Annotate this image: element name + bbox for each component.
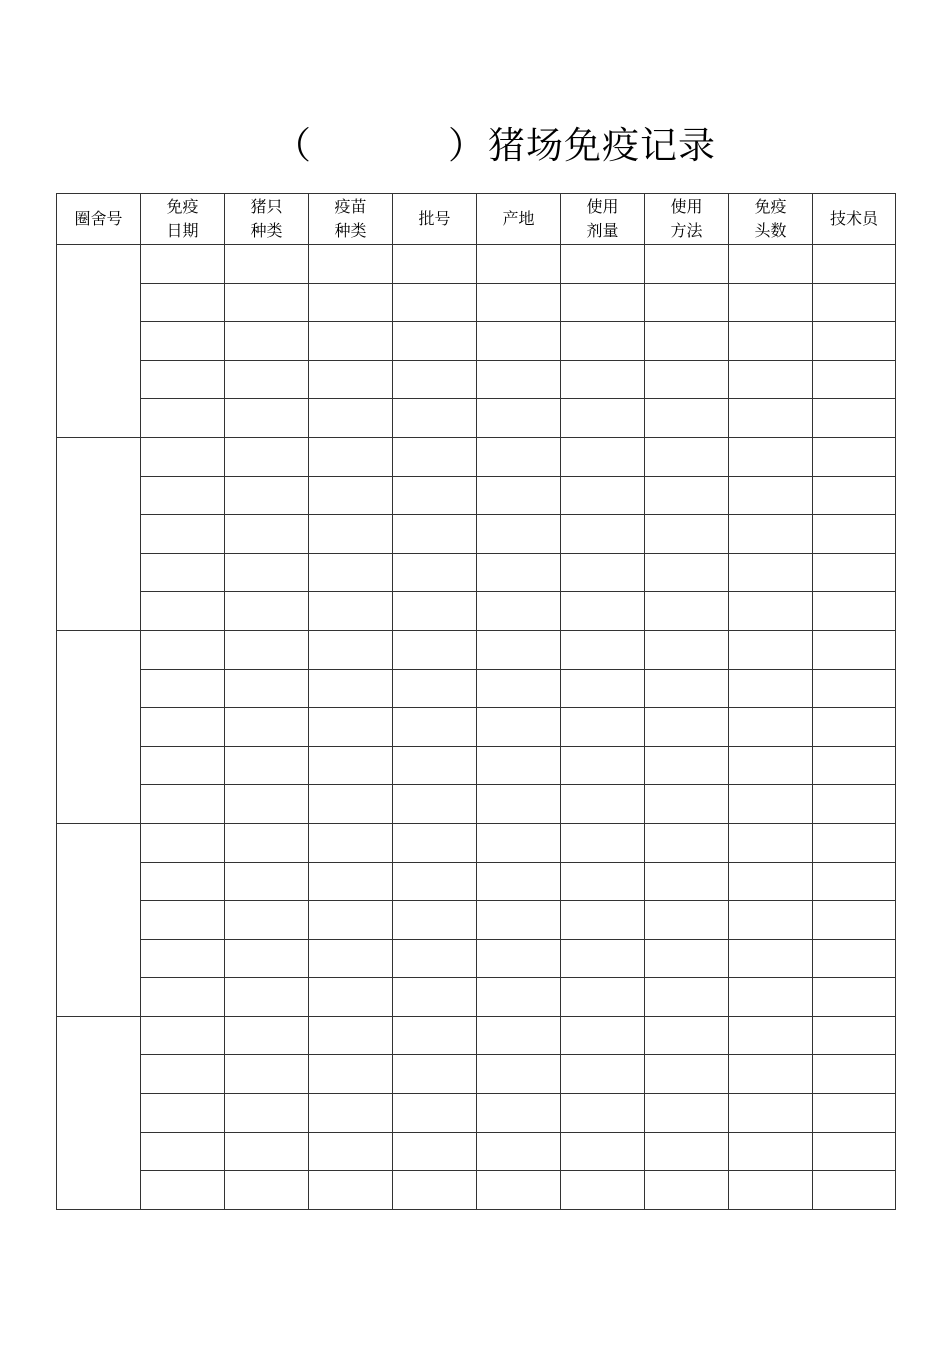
table-cell[interactable]: [477, 785, 561, 824]
table-cell[interactable]: [225, 823, 309, 862]
table-cell[interactable]: [561, 1055, 645, 1094]
table-cell[interactable]: [225, 245, 309, 284]
pen-number-cell[interactable]: [57, 630, 141, 823]
table-cell[interactable]: [393, 322, 477, 361]
table-cell[interactable]: [477, 1171, 561, 1210]
table-cell[interactable]: [309, 939, 393, 978]
table-cell[interactable]: [309, 785, 393, 824]
table-cell[interactable]: [309, 553, 393, 592]
table-cell[interactable]: [477, 978, 561, 1017]
table-row: [57, 360, 896, 399]
table-cell[interactable]: [813, 939, 896, 978]
table-cell[interactable]: [393, 708, 477, 747]
table-cell[interactable]: [477, 901, 561, 940]
table-cell[interactable]: [813, 1016, 896, 1055]
table-cell[interactable]: [225, 515, 309, 554]
table-cell[interactable]: [813, 669, 896, 708]
table-cell[interactable]: [813, 901, 896, 940]
table-cell[interactable]: [393, 862, 477, 901]
table-cell[interactable]: [561, 1016, 645, 1055]
table-row: [57, 823, 896, 862]
immunization-record-table: [56, 193, 896, 1210]
table-cell[interactable]: [393, 245, 477, 284]
table-cell[interactable]: [141, 901, 225, 940]
table-cell[interactable]: [309, 1055, 393, 1094]
table-cell[interactable]: [645, 399, 729, 438]
table-cell[interactable]: [729, 1055, 813, 1094]
table-row: [57, 322, 896, 361]
table-cell[interactable]: [477, 1016, 561, 1055]
table-cell[interactable]: [477, 245, 561, 284]
table-cell[interactable]: [645, 437, 729, 476]
table-cell[interactable]: [393, 1055, 477, 1094]
table-row: [57, 476, 896, 515]
table-cell[interactable]: [393, 823, 477, 862]
table-row: [57, 1132, 896, 1171]
table-row: [57, 901, 896, 940]
pen-number-cell[interactable]: [57, 437, 141, 630]
table-cell[interactable]: [477, 553, 561, 592]
header-method: 使用 方法: [645, 194, 729, 245]
table-cell[interactable]: [645, 978, 729, 1017]
table-cell[interactable]: [225, 939, 309, 978]
table-cell[interactable]: [141, 1055, 225, 1094]
table-cell[interactable]: [393, 515, 477, 554]
table-cell[interactable]: [141, 785, 225, 824]
table-cell[interactable]: [561, 283, 645, 322]
table-cell[interactable]: [141, 823, 225, 862]
table-cell[interactable]: [225, 592, 309, 631]
table-cell[interactable]: [309, 862, 393, 901]
table-cell[interactable]: [225, 978, 309, 1017]
table-cell[interactable]: [645, 476, 729, 515]
table-cell[interactable]: [141, 1094, 225, 1133]
table-cell[interactable]: [141, 1171, 225, 1210]
table-row: [57, 1171, 896, 1210]
table-cell[interactable]: [309, 746, 393, 785]
table-cell[interactable]: [729, 669, 813, 708]
table-cell[interactable]: [225, 708, 309, 747]
table-cell[interactable]: [645, 553, 729, 592]
table-cell[interactable]: [729, 553, 813, 592]
table-cell[interactable]: [309, 708, 393, 747]
table-cell[interactable]: [645, 592, 729, 631]
table-cell[interactable]: [813, 1055, 896, 1094]
table-cell[interactable]: [645, 515, 729, 554]
table-cell[interactable]: [141, 360, 225, 399]
table-cell[interactable]: [561, 1171, 645, 1210]
table-cell[interactable]: [393, 978, 477, 1017]
table-cell[interactable]: [477, 592, 561, 631]
table-cell[interactable]: [141, 515, 225, 554]
table-cell[interactable]: [141, 245, 225, 284]
table-row: [57, 630, 896, 669]
table-cell[interactable]: [813, 785, 896, 824]
table-cell[interactable]: [813, 630, 896, 669]
header-dosage: 使用 剂量: [561, 194, 645, 245]
table-cell[interactable]: [561, 862, 645, 901]
table-cell[interactable]: [729, 823, 813, 862]
table-cell[interactable]: [813, 437, 896, 476]
table-cell[interactable]: [141, 708, 225, 747]
table-cell[interactable]: [477, 862, 561, 901]
table-cell[interactable]: [393, 283, 477, 322]
table-cell[interactable]: [729, 1094, 813, 1133]
table-row: [57, 553, 896, 592]
table-cell[interactable]: [561, 708, 645, 747]
title-text: 猪场免疫记录: [488, 124, 716, 167]
table-cell[interactable]: [561, 322, 645, 361]
pen-number-cell[interactable]: [57, 823, 141, 1016]
title-close-paren: ）: [448, 124, 485, 167]
table-cell[interactable]: [309, 476, 393, 515]
title-open-paren: （: [274, 124, 311, 167]
table-cell[interactable]: [729, 901, 813, 940]
table-cell[interactable]: [729, 322, 813, 361]
table-cell[interactable]: [561, 360, 645, 399]
table-cell[interactable]: [645, 245, 729, 284]
table-cell[interactable]: [309, 592, 393, 631]
table-cell[interactable]: [225, 399, 309, 438]
table-row: [57, 1094, 896, 1133]
table-cell[interactable]: [141, 1132, 225, 1171]
table-cell[interactable]: [813, 978, 896, 1017]
pen-number-cell[interactable]: [57, 1016, 141, 1209]
table-cell[interactable]: [477, 476, 561, 515]
table-cell[interactable]: [309, 399, 393, 438]
header-vaccine-type: 疫苗 种类: [309, 194, 393, 245]
table-row: [57, 708, 896, 747]
table-cell[interactable]: [561, 437, 645, 476]
table-cell[interactable]: [477, 1132, 561, 1171]
table-cell[interactable]: [225, 1094, 309, 1133]
table-cell[interactable]: [225, 1171, 309, 1210]
table-cell[interactable]: [813, 283, 896, 322]
table-cell[interactable]: [225, 862, 309, 901]
table-cell[interactable]: [309, 1016, 393, 1055]
table-cell[interactable]: [561, 476, 645, 515]
table-cell[interactable]: [645, 1094, 729, 1133]
table-cell[interactable]: [645, 862, 729, 901]
header-pen-number: 圈舍号: [57, 194, 141, 245]
table-cell[interactable]: [225, 1055, 309, 1094]
table-cell[interactable]: [729, 708, 813, 747]
table-cell[interactable]: [561, 630, 645, 669]
table-cell[interactable]: [309, 322, 393, 361]
table-cell[interactable]: [141, 746, 225, 785]
table-cell[interactable]: [561, 669, 645, 708]
table-cell[interactable]: [729, 1016, 813, 1055]
table-cell[interactable]: [561, 592, 645, 631]
table-cell[interactable]: [477, 437, 561, 476]
table-cell[interactable]: [813, 1171, 896, 1210]
table-cell[interactable]: [645, 746, 729, 785]
table-row: [57, 978, 896, 1017]
table-cell[interactable]: [225, 476, 309, 515]
header-head-count: 免疫 头数: [729, 194, 813, 245]
table-body: [57, 245, 896, 1210]
table-cell[interactable]: [729, 630, 813, 669]
table-cell[interactable]: [309, 283, 393, 322]
table-row: [57, 515, 896, 554]
table-cell[interactable]: [309, 630, 393, 669]
table-cell[interactable]: [729, 939, 813, 978]
table-cell[interactable]: [729, 1132, 813, 1171]
table-cell[interactable]: [561, 746, 645, 785]
table-cell[interactable]: [645, 1016, 729, 1055]
table-cell[interactable]: [813, 245, 896, 284]
page-title: [0, 118, 950, 174]
table-cell[interactable]: [561, 399, 645, 438]
table-cell[interactable]: [813, 862, 896, 901]
table-cell[interactable]: [393, 360, 477, 399]
table-cell[interactable]: [141, 1016, 225, 1055]
table-cell[interactable]: [477, 939, 561, 978]
table-row: [57, 1016, 896, 1055]
table-cell[interactable]: [141, 592, 225, 631]
table-cell[interactable]: [225, 437, 309, 476]
header-pig-type: 猪只 种类: [225, 194, 309, 245]
table-cell[interactable]: [393, 476, 477, 515]
header-row: [57, 194, 896, 245]
table-cell[interactable]: [477, 1094, 561, 1133]
table-cell[interactable]: [645, 1132, 729, 1171]
table-cell[interactable]: [477, 630, 561, 669]
table-cell[interactable]: [561, 978, 645, 1017]
table-cell[interactable]: [645, 283, 729, 322]
table-cell[interactable]: [309, 437, 393, 476]
table-cell[interactable]: [729, 1171, 813, 1210]
table-cell[interactable]: [645, 939, 729, 978]
table-cell[interactable]: [141, 283, 225, 322]
table-row: [57, 283, 896, 322]
table-cell[interactable]: [561, 515, 645, 554]
table-cell[interactable]: [561, 1094, 645, 1133]
table-cell[interactable]: [813, 476, 896, 515]
table-cell[interactable]: [225, 360, 309, 399]
table-row: [57, 592, 896, 631]
table-cell[interactable]: [813, 823, 896, 862]
table-cell[interactable]: [477, 322, 561, 361]
table-cell[interactable]: [309, 1171, 393, 1210]
table-cell[interactable]: [309, 669, 393, 708]
table-cell[interactable]: [813, 1132, 896, 1171]
table-cell[interactable]: [225, 283, 309, 322]
table-cell[interactable]: [645, 823, 729, 862]
table-cell[interactable]: [813, 515, 896, 554]
table-cell[interactable]: [729, 437, 813, 476]
table-cell[interactable]: [141, 476, 225, 515]
table-cell[interactable]: [729, 592, 813, 631]
table-cell[interactable]: [393, 630, 477, 669]
table-cell[interactable]: [393, 553, 477, 592]
table-cell[interactable]: [393, 669, 477, 708]
table-cell[interactable]: [729, 360, 813, 399]
table-cell[interactable]: [813, 592, 896, 631]
table-cell[interactable]: [225, 1132, 309, 1171]
table-cell[interactable]: [393, 901, 477, 940]
table-cell[interactable]: [225, 1016, 309, 1055]
table-cell[interactable]: [393, 1171, 477, 1210]
table-cell[interactable]: [393, 437, 477, 476]
table-cell[interactable]: [309, 515, 393, 554]
table-cell[interactable]: [729, 785, 813, 824]
table-cell[interactable]: [225, 630, 309, 669]
table-cell[interactable]: [813, 746, 896, 785]
table-cell[interactable]: [225, 322, 309, 361]
table-cell[interactable]: [393, 746, 477, 785]
table-cell[interactable]: [309, 245, 393, 284]
table-cell[interactable]: [729, 746, 813, 785]
table-cell[interactable]: [645, 708, 729, 747]
table-cell[interactable]: [645, 360, 729, 399]
table-cell[interactable]: [225, 746, 309, 785]
table-row: [57, 785, 896, 824]
table-cell[interactable]: [141, 437, 225, 476]
table-cell[interactable]: [477, 1055, 561, 1094]
table-cell[interactable]: [141, 630, 225, 669]
table-cell[interactable]: [309, 360, 393, 399]
table-cell[interactable]: [225, 785, 309, 824]
table-cell[interactable]: [729, 399, 813, 438]
table-cell[interactable]: [225, 901, 309, 940]
pen-number-cell[interactable]: [57, 245, 141, 438]
table-cell[interactable]: [729, 978, 813, 1017]
table-cell[interactable]: [477, 283, 561, 322]
table-cell[interactable]: [393, 785, 477, 824]
table-cell[interactable]: [309, 901, 393, 940]
table-cell[interactable]: [645, 1171, 729, 1210]
header-immunization-date: 免疫 日期: [141, 194, 225, 245]
table-cell[interactable]: [813, 322, 896, 361]
table-cell[interactable]: [477, 360, 561, 399]
table-cell[interactable]: [309, 823, 393, 862]
table-cell[interactable]: [645, 785, 729, 824]
table-cell[interactable]: [393, 399, 477, 438]
table-cell[interactable]: [141, 553, 225, 592]
table-cell[interactable]: [645, 1055, 729, 1094]
table-row: [57, 669, 896, 708]
table-cell[interactable]: [477, 708, 561, 747]
table-cell[interactable]: [645, 322, 729, 361]
table-cell[interactable]: [729, 245, 813, 284]
table-cell[interactable]: [561, 823, 645, 862]
table-row: [57, 399, 896, 438]
table-cell[interactable]: [561, 1132, 645, 1171]
table-cell[interactable]: [309, 978, 393, 1017]
table-cell[interactable]: [141, 939, 225, 978]
table-row: [57, 862, 896, 901]
table-cell[interactable]: [309, 1132, 393, 1171]
table-cell[interactable]: [561, 245, 645, 284]
header-technician: 技术员: [813, 194, 896, 245]
table-cell[interactable]: [729, 862, 813, 901]
table-cell[interactable]: [645, 669, 729, 708]
table-cell[interactable]: [477, 823, 561, 862]
table-cell[interactable]: [477, 515, 561, 554]
table-cell[interactable]: [225, 669, 309, 708]
table-cell[interactable]: [477, 669, 561, 708]
table-cell[interactable]: [225, 553, 309, 592]
table-cell[interactable]: [393, 1016, 477, 1055]
table-cell[interactable]: [729, 515, 813, 554]
table-cell[interactable]: [141, 978, 225, 1017]
header-batch-number: 批号: [393, 194, 477, 245]
table-cell[interactable]: [393, 1132, 477, 1171]
table-row: [57, 245, 896, 284]
table-cell[interactable]: [393, 939, 477, 978]
table-row: [57, 437, 896, 476]
table-cell[interactable]: [309, 1094, 393, 1133]
table-cell[interactable]: [393, 592, 477, 631]
table-cell[interactable]: [561, 901, 645, 940]
table-row: [57, 939, 896, 978]
table-cell[interactable]: [645, 630, 729, 669]
table-cell[interactable]: [561, 785, 645, 824]
table-cell[interactable]: [813, 360, 896, 399]
table-row: [57, 746, 896, 785]
table-cell[interactable]: [813, 708, 896, 747]
table-cell[interactable]: [561, 553, 645, 592]
table-row: [57, 1055, 896, 1094]
table-cell[interactable]: [141, 862, 225, 901]
table-cell[interactable]: [813, 399, 896, 438]
table-cell[interactable]: [561, 939, 645, 978]
table-cell[interactable]: [813, 553, 896, 592]
table-cell[interactable]: [813, 1094, 896, 1133]
table-cell[interactable]: [477, 399, 561, 438]
header-origin: 产地: [477, 194, 561, 245]
table-cell[interactable]: [729, 476, 813, 515]
table-cell[interactable]: [477, 746, 561, 785]
table-cell[interactable]: [393, 1094, 477, 1133]
table-cell[interactable]: [645, 901, 729, 940]
table-cell[interactable]: [141, 669, 225, 708]
table-cell[interactable]: [729, 283, 813, 322]
table-cell[interactable]: [141, 322, 225, 361]
table-cell[interactable]: [141, 399, 225, 438]
